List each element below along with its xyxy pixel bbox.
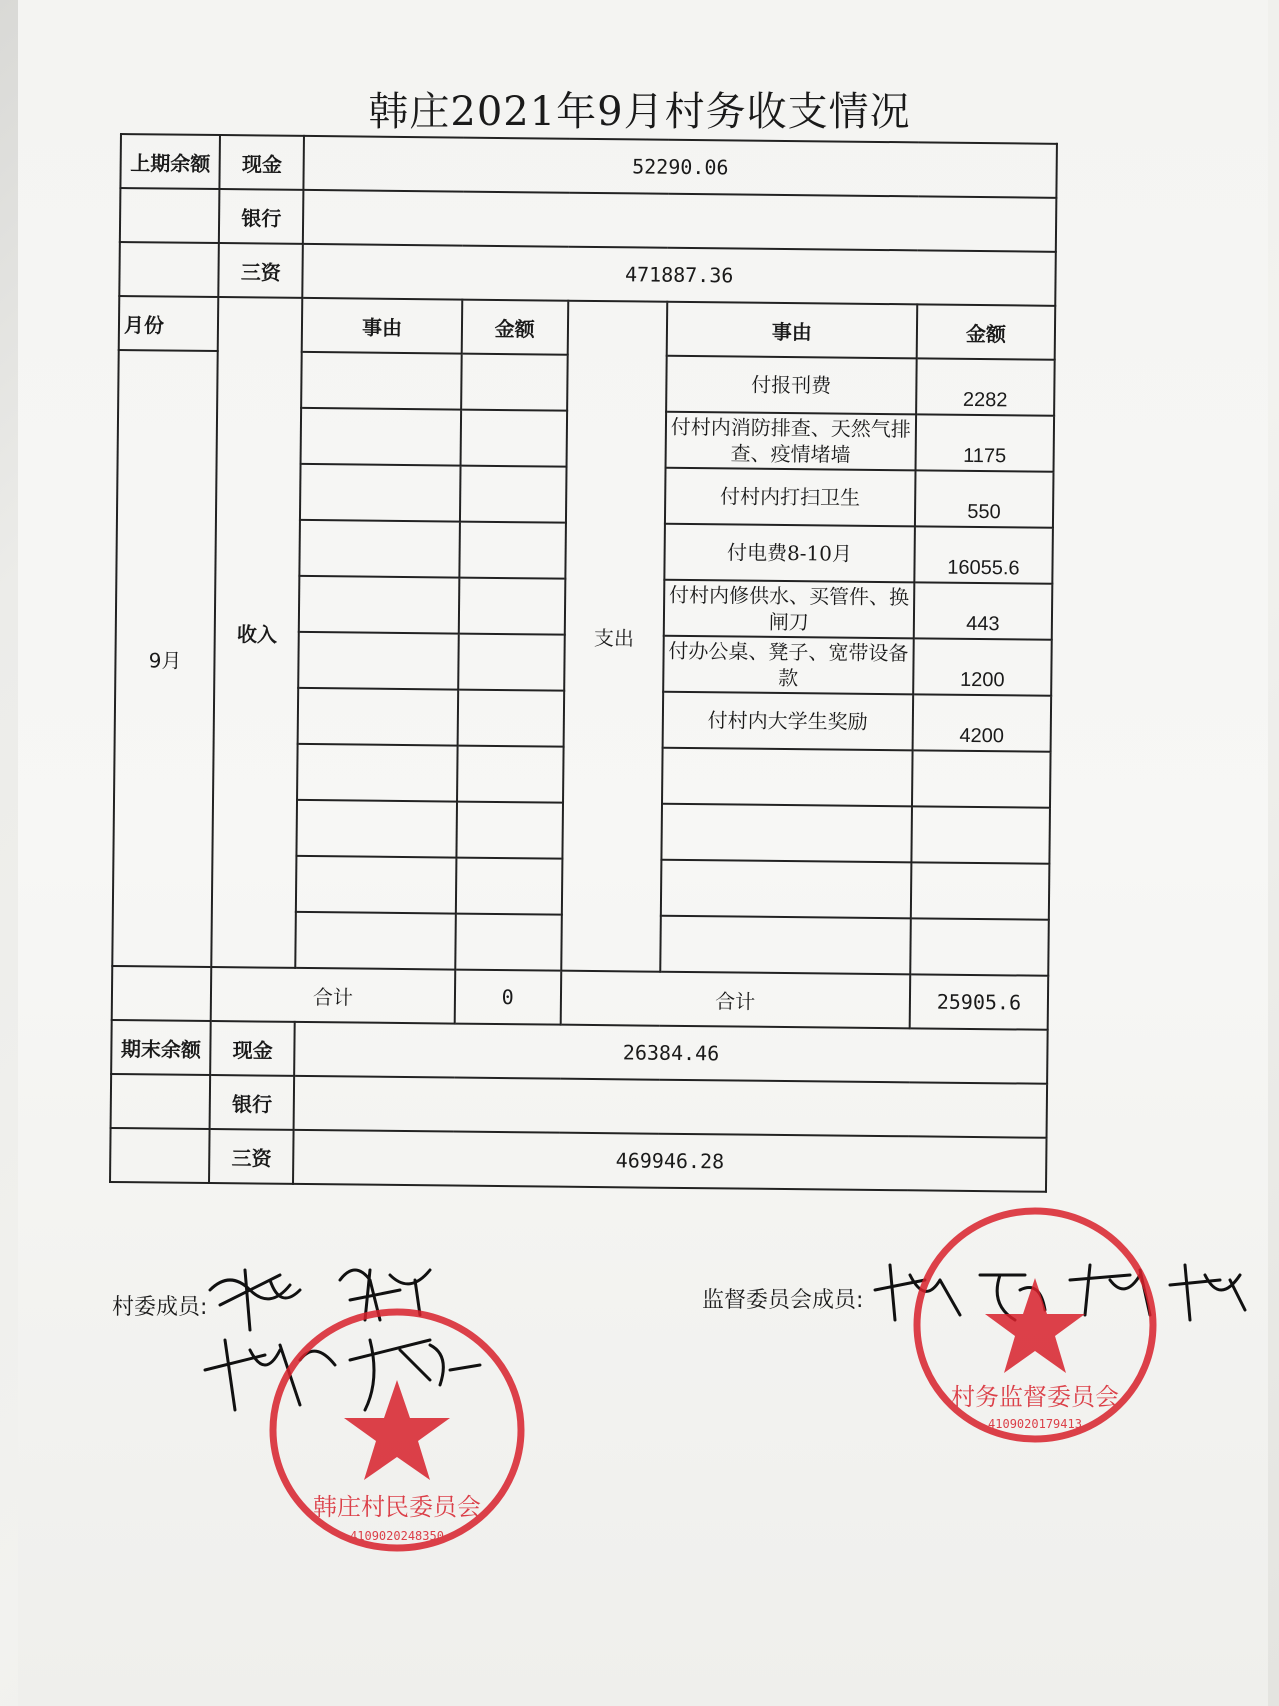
expense-amount: 443: [914, 582, 1053, 639]
income-label: 收入: [211, 297, 302, 968]
expense-reason: [660, 916, 911, 975]
opening-bank-row: [120, 188, 1057, 252]
closing-label: 期末余额: [111, 1020, 211, 1075]
supervisory-label: 监督委员会成员:: [702, 1288, 864, 1313]
opening-assets-value: 471887.36: [303, 244, 1056, 306]
income-reason-cell: [301, 352, 461, 410]
expense-reason: 付村内打扫卫生: [665, 468, 916, 527]
closing-bank-row: [111, 1074, 1048, 1138]
expense-amount: [910, 918, 1049, 975]
expense-amount-header: 金额: [917, 304, 1056, 359]
opening-cash-value: 52290.06: [304, 136, 1057, 198]
closing-assets-value: 469946.28: [293, 1130, 1046, 1192]
empty-cell: [120, 188, 220, 243]
income-reason-cell: [299, 632, 459, 690]
income-amount-cell: [456, 802, 562, 859]
closing-cash-label: 现金: [210, 1021, 295, 1076]
income-reason-cell: [299, 576, 459, 634]
supervisory-seal-text: 村务监督委员会: [951, 1383, 1119, 1411]
income-amount-cell: [460, 466, 566, 523]
income-reason-cell: [300, 520, 460, 578]
month-header: 月份: [119, 296, 219, 351]
income-reason-header: 事由: [302, 298, 462, 354]
village-seal-number: 4109020248350: [350, 1529, 444, 1543]
empty-cell: [110, 1128, 210, 1183]
income-amount-cell: [459, 578, 565, 635]
income-total-value: 0: [455, 970, 561, 1025]
income-amount-cell: [457, 746, 563, 803]
expense-amount: [911, 862, 1050, 919]
expense-reason: 付办公桌、凳子、宽带设备款: [663, 636, 914, 695]
expense-total-label: 合计: [560, 971, 910, 1029]
income-reason-cell: [300, 464, 460, 522]
opening-bank-value: [303, 190, 1056, 252]
empty-cell: [119, 242, 219, 297]
income-reason-cell: [296, 912, 456, 970]
expense-label: 支出: [561, 301, 667, 972]
expense-reason-header: 事由: [666, 302, 917, 359]
income-amount-cell: [458, 634, 564, 691]
expense-amount: 16055.6: [914, 526, 1053, 583]
income-amount-cell: [458, 690, 564, 747]
header-row: [119, 296, 1056, 360]
opening-cash-label: 现金: [220, 135, 305, 190]
income-amount-cell: [461, 354, 567, 411]
document-title: 韩庄2021年9月村务收支情况: [368, 89, 911, 135]
village-committee-seal: [262, 1300, 532, 1560]
opening-assets-row: [119, 242, 1056, 306]
expense-reason: 付村内修供水、买管件、换闸刀: [664, 580, 915, 639]
income-amount-cell: [455, 914, 561, 971]
income-reason-cell: [297, 744, 457, 802]
income-amount-cell: [460, 410, 566, 467]
closing-assets-label: 三资: [209, 1129, 294, 1184]
village-seal-text: 韩庄村民委员会: [313, 1493, 481, 1521]
expense-amount: 2282: [916, 358, 1055, 415]
closing-assets-row: [110, 1128, 1047, 1192]
closing-cash-row: [111, 1020, 1048, 1084]
month-value: 9月: [112, 350, 218, 967]
income-total-label: 合计: [211, 967, 455, 1024]
expense-amount: 550: [915, 470, 1054, 527]
expense-reason: [662, 748, 913, 807]
expense-amount: [912, 750, 1051, 807]
finance-table: [109, 133, 1058, 1193]
empty-cell: [112, 966, 212, 1021]
expense-reason: 付村内消防排查、天然气排查、疫情堵墙: [665, 412, 916, 471]
committee-label: 村委成员:: [112, 1295, 208, 1320]
expense-reason: [661, 860, 912, 919]
expense-reason: 付电费8-10月: [664, 524, 915, 583]
opening-label: 上期余额: [120, 134, 220, 189]
closing-bank-value: [294, 1076, 1047, 1138]
income-reason-cell: [297, 800, 457, 858]
expense-amount: 1175: [915, 414, 1054, 471]
income-amount-cell: [456, 858, 562, 915]
opening-assets-label: 三资: [218, 243, 303, 298]
supervisory-seal-number: 4109020179413: [988, 1417, 1082, 1431]
opening-bank-label: 银行: [219, 189, 304, 244]
expense-total-value: 25905.6: [910, 974, 1049, 1029]
income-reason-cell: [296, 856, 456, 914]
expense-reason: [661, 804, 912, 863]
expense-amount: 1200: [913, 638, 1052, 695]
income-amount-cell: [459, 522, 565, 579]
opening-cash-row: [120, 134, 1057, 198]
closing-cash-value: 26384.46: [294, 1022, 1047, 1084]
expense-amount: [911, 806, 1050, 863]
totals-row: [112, 966, 1049, 1030]
empty-cell: [111, 1074, 211, 1129]
supervisory-committee-seal: [905, 1200, 1165, 1450]
income-reason-cell: [298, 688, 458, 746]
income-amount-header: 金额: [462, 300, 568, 355]
expense-reason: 付村内大学生奖励: [662, 692, 913, 751]
closing-bank-label: 银行: [210, 1075, 295, 1130]
expense-reason: 付报刊费: [666, 356, 917, 415]
expense-amount: 4200: [913, 694, 1052, 751]
income-reason-cell: [301, 408, 461, 466]
